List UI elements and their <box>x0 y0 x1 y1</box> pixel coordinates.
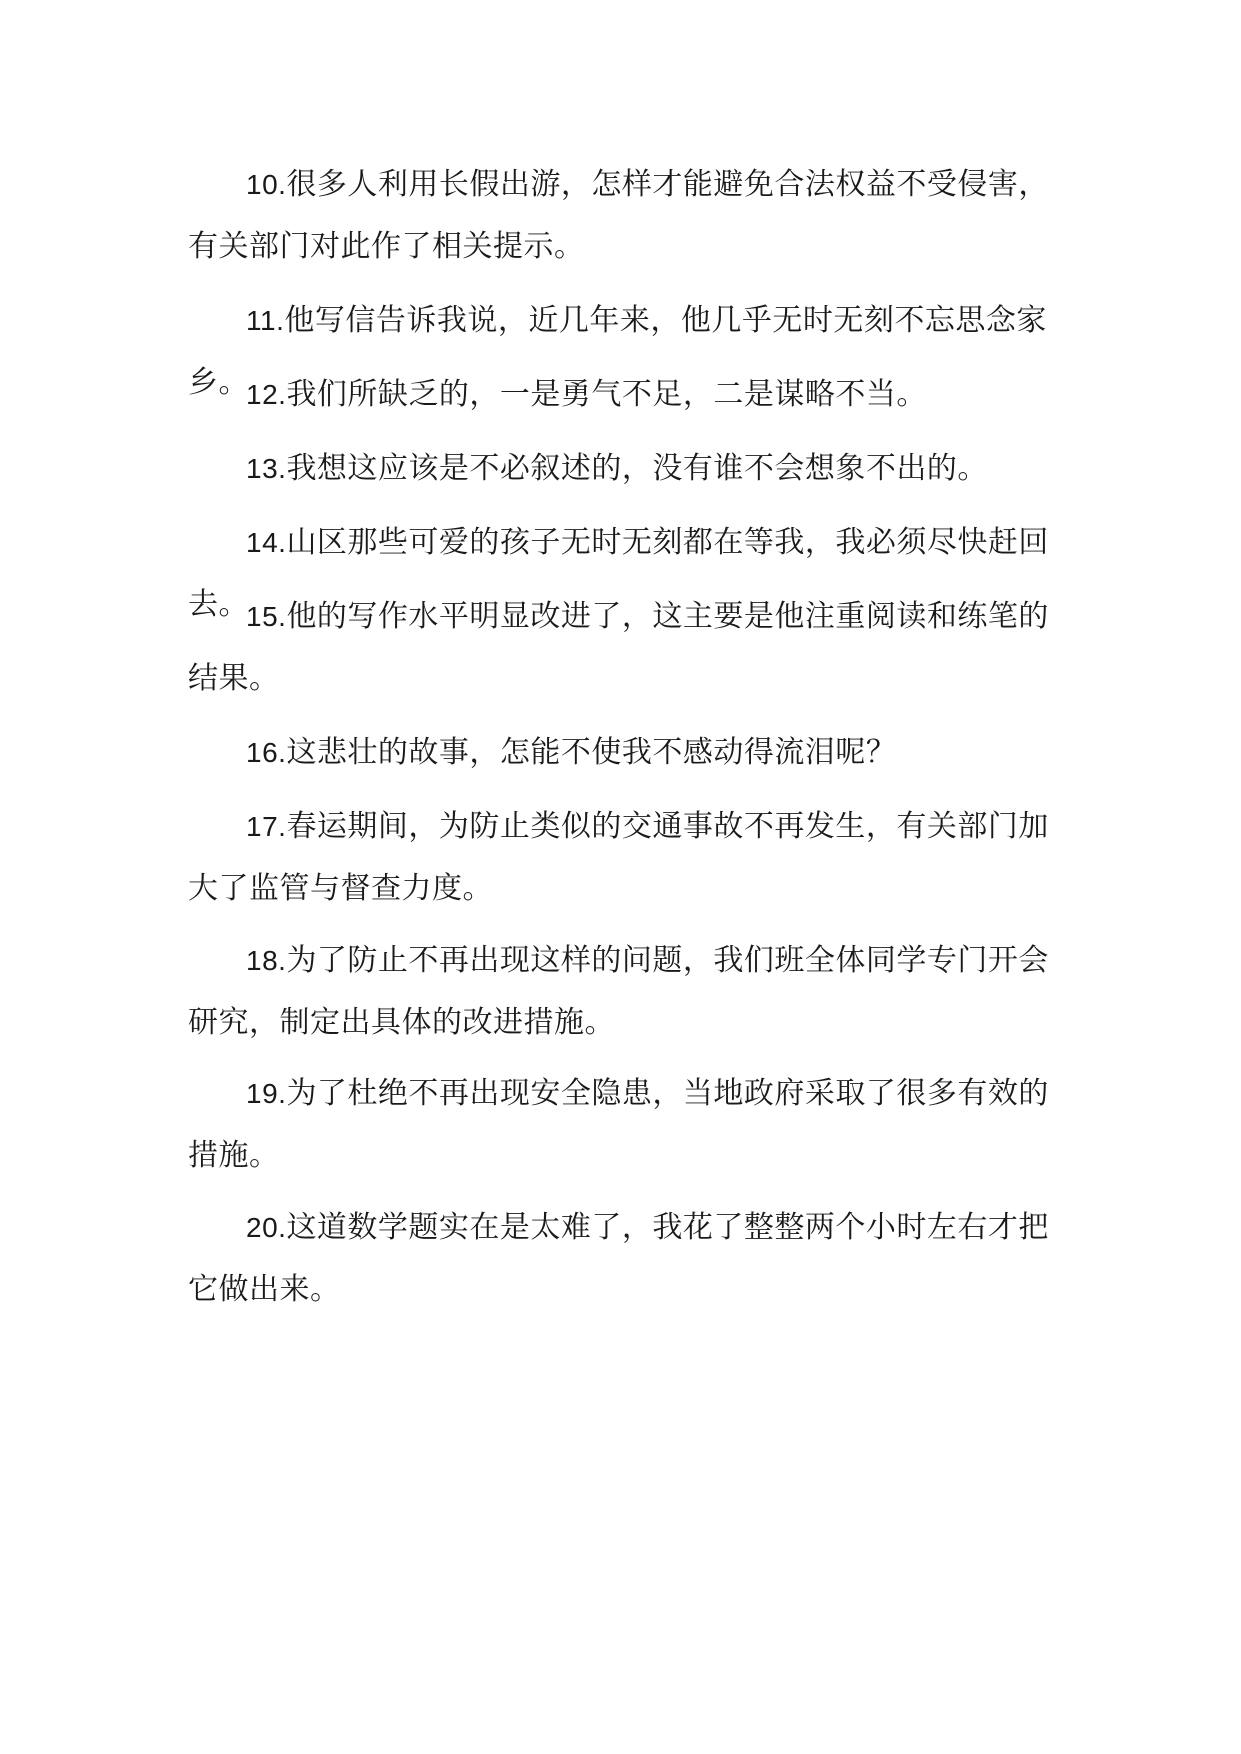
list-item <box>188 364 1056 426</box>
item-number: 19. <box>246 1078 287 1109</box>
item-text: 春运期间，为防止类似的交通事故不再发生，有关部门加大了监管与督查力度。 <box>188 809 1049 906</box>
item-text: 这悲壮的故事，怎能不使我不感动得流泪呢？ <box>286 735 897 770</box>
item-text: 我想这应该是不必叙述的，没有谁不会想象不出的。 <box>286 451 988 486</box>
list-item <box>188 796 1056 920</box>
item-number: 17. <box>246 811 287 842</box>
item-text: 他写信告诉我说，近几年来，他几乎无时无刻不忘思念家乡。 <box>188 303 1047 400</box>
item-number: 14. <box>246 527 287 558</box>
item-text: 他的写作水平明显改进了，这主要是他注重阅读和练笔的结果。 <box>188 599 1049 696</box>
item-text: 山区那些可爱的孩子无时无刻都在等我，我必须尽快赶回去。 <box>188 525 1049 622</box>
list-item <box>188 1197 1056 1321</box>
item-number: 13. <box>246 453 287 484</box>
list-item <box>188 930 1056 1054</box>
item-text: 很多人利用长假出游，怎样才能避免合法权益不受侵害，有关部门对此作了相关提示。 <box>188 167 1049 264</box>
item-number: 15. <box>246 601 287 632</box>
list-item <box>188 586 1056 710</box>
item-number: 12. <box>246 379 287 410</box>
list-item <box>188 154 1056 278</box>
item-number: 11. <box>246 305 285 336</box>
list-item <box>188 722 1056 784</box>
item-text: 这道数学题实在是太难了，我花了整整两个小时左右才把它做出来。 <box>188 1210 1049 1307</box>
item-text: 为了防止不再出现这样的问题，我们班全体同学专门开会研究，制定出具体的改进措施。 <box>188 943 1049 1040</box>
item-text: 我们所缺乏的，一是勇气不足，二是谋略不当。 <box>286 377 927 412</box>
list-item <box>188 1063 1056 1187</box>
item-number: 10. <box>246 169 287 200</box>
item-number: 18. <box>246 945 287 976</box>
item-number: 16. <box>246 737 287 768</box>
list-item <box>188 438 1056 500</box>
item-text: 为了杜绝不再出现安全隐患，当地政府采取了很多有效的措施。 <box>188 1076 1049 1173</box>
item-number: 20. <box>246 1212 287 1243</box>
